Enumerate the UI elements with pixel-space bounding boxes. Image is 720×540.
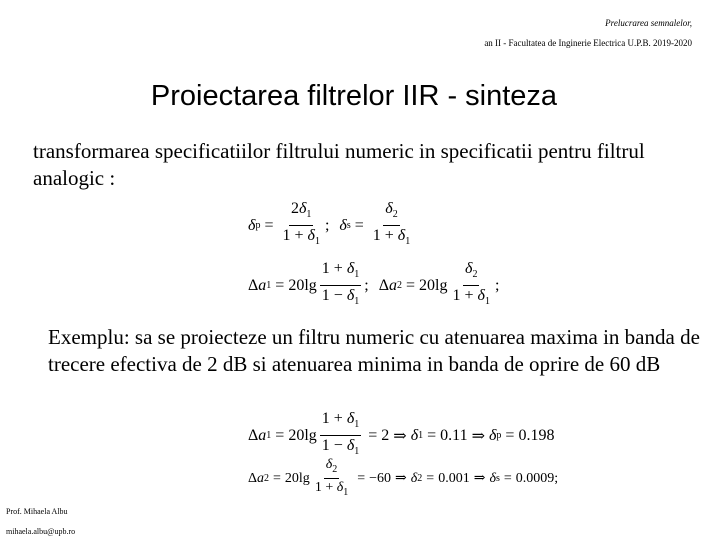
footer-author: Prof. Mihaela Albu <box>6 507 68 516</box>
fraction: $\frac{1 + \delta_1}{1 - \delta_1}$ <box>321 260 360 307</box>
fraction <box>280 200 321 251</box>
numerator: $2\delta_1$ <box>289 200 313 226</box>
subscript: s <box>346 220 351 231</box>
fraction: $\frac{\delta_2}{1 + \delta_1}$ <box>314 457 349 498</box>
equation-example-passband: Δ a 1 = 20lg $\frac{1 + \delta_1}{1 - \delta_1}$ = 2 ⇒ δ 1 = 0.11 ⇒ δ p = 0.198 <box>248 410 554 461</box>
header-program: an II - Facultatea de Inginerie Electrica U.P.B. 2019-2020 <box>484 38 692 48</box>
fraction <box>371 200 412 251</box>
intro-text: transformarea specificatiilor filtrului numeric in specificatii pentru filtrul analogic : <box>33 139 645 190</box>
example-text: Exemplu: sa se proiecteze un filtru numeric cu atenuarea maxima in banda de trecere efectiva de 2 dB si atenuarea minima in banda de oprire de 60 dB <box>48 325 700 376</box>
operator: = <box>354 216 364 234</box>
separator: ; <box>324 216 330 234</box>
denominator: $1 + \delta_1$ <box>282 227 320 247</box>
operator: = <box>264 216 274 234</box>
equation-delta-p-s <box>248 200 415 251</box>
equation-attenuation: Δ a 1 = 20lg $\frac{1 + \delta_1}{1 - \delta_1}$ ; Δ a 2 = 20lg $\frac{\delta_2}{1 + \delta_1}$ ; <box>248 260 499 311</box>
fraction: $\frac{\delta_2}{1 + \delta_1}$ <box>452 260 490 307</box>
equation-example-stopband: Δ a 2 = 20lg $\frac{\delta_2}{1 + \delta_1}$ = −60 ⇒ δ 2 = 0.001 ⇒ δ s = 0.0009; <box>248 457 559 498</box>
header-course: Prelucrarea semnalelor, <box>605 18 692 28</box>
symbol: δ <box>248 216 256 234</box>
fraction: $\frac{1 + \delta_1}{1 - \delta_1}$ <box>321 410 360 457</box>
subscript: p <box>255 220 261 231</box>
slide-title: Proiectarea filtrelor IIR - sinteza <box>150 80 558 112</box>
denominator: $1 + \delta_1$ <box>372 227 411 247</box>
numerator: $\delta_2$ <box>383 200 399 226</box>
symbol: δ <box>339 216 347 234</box>
footer-email: mihaela.albu@upb.ro <box>6 527 76 536</box>
